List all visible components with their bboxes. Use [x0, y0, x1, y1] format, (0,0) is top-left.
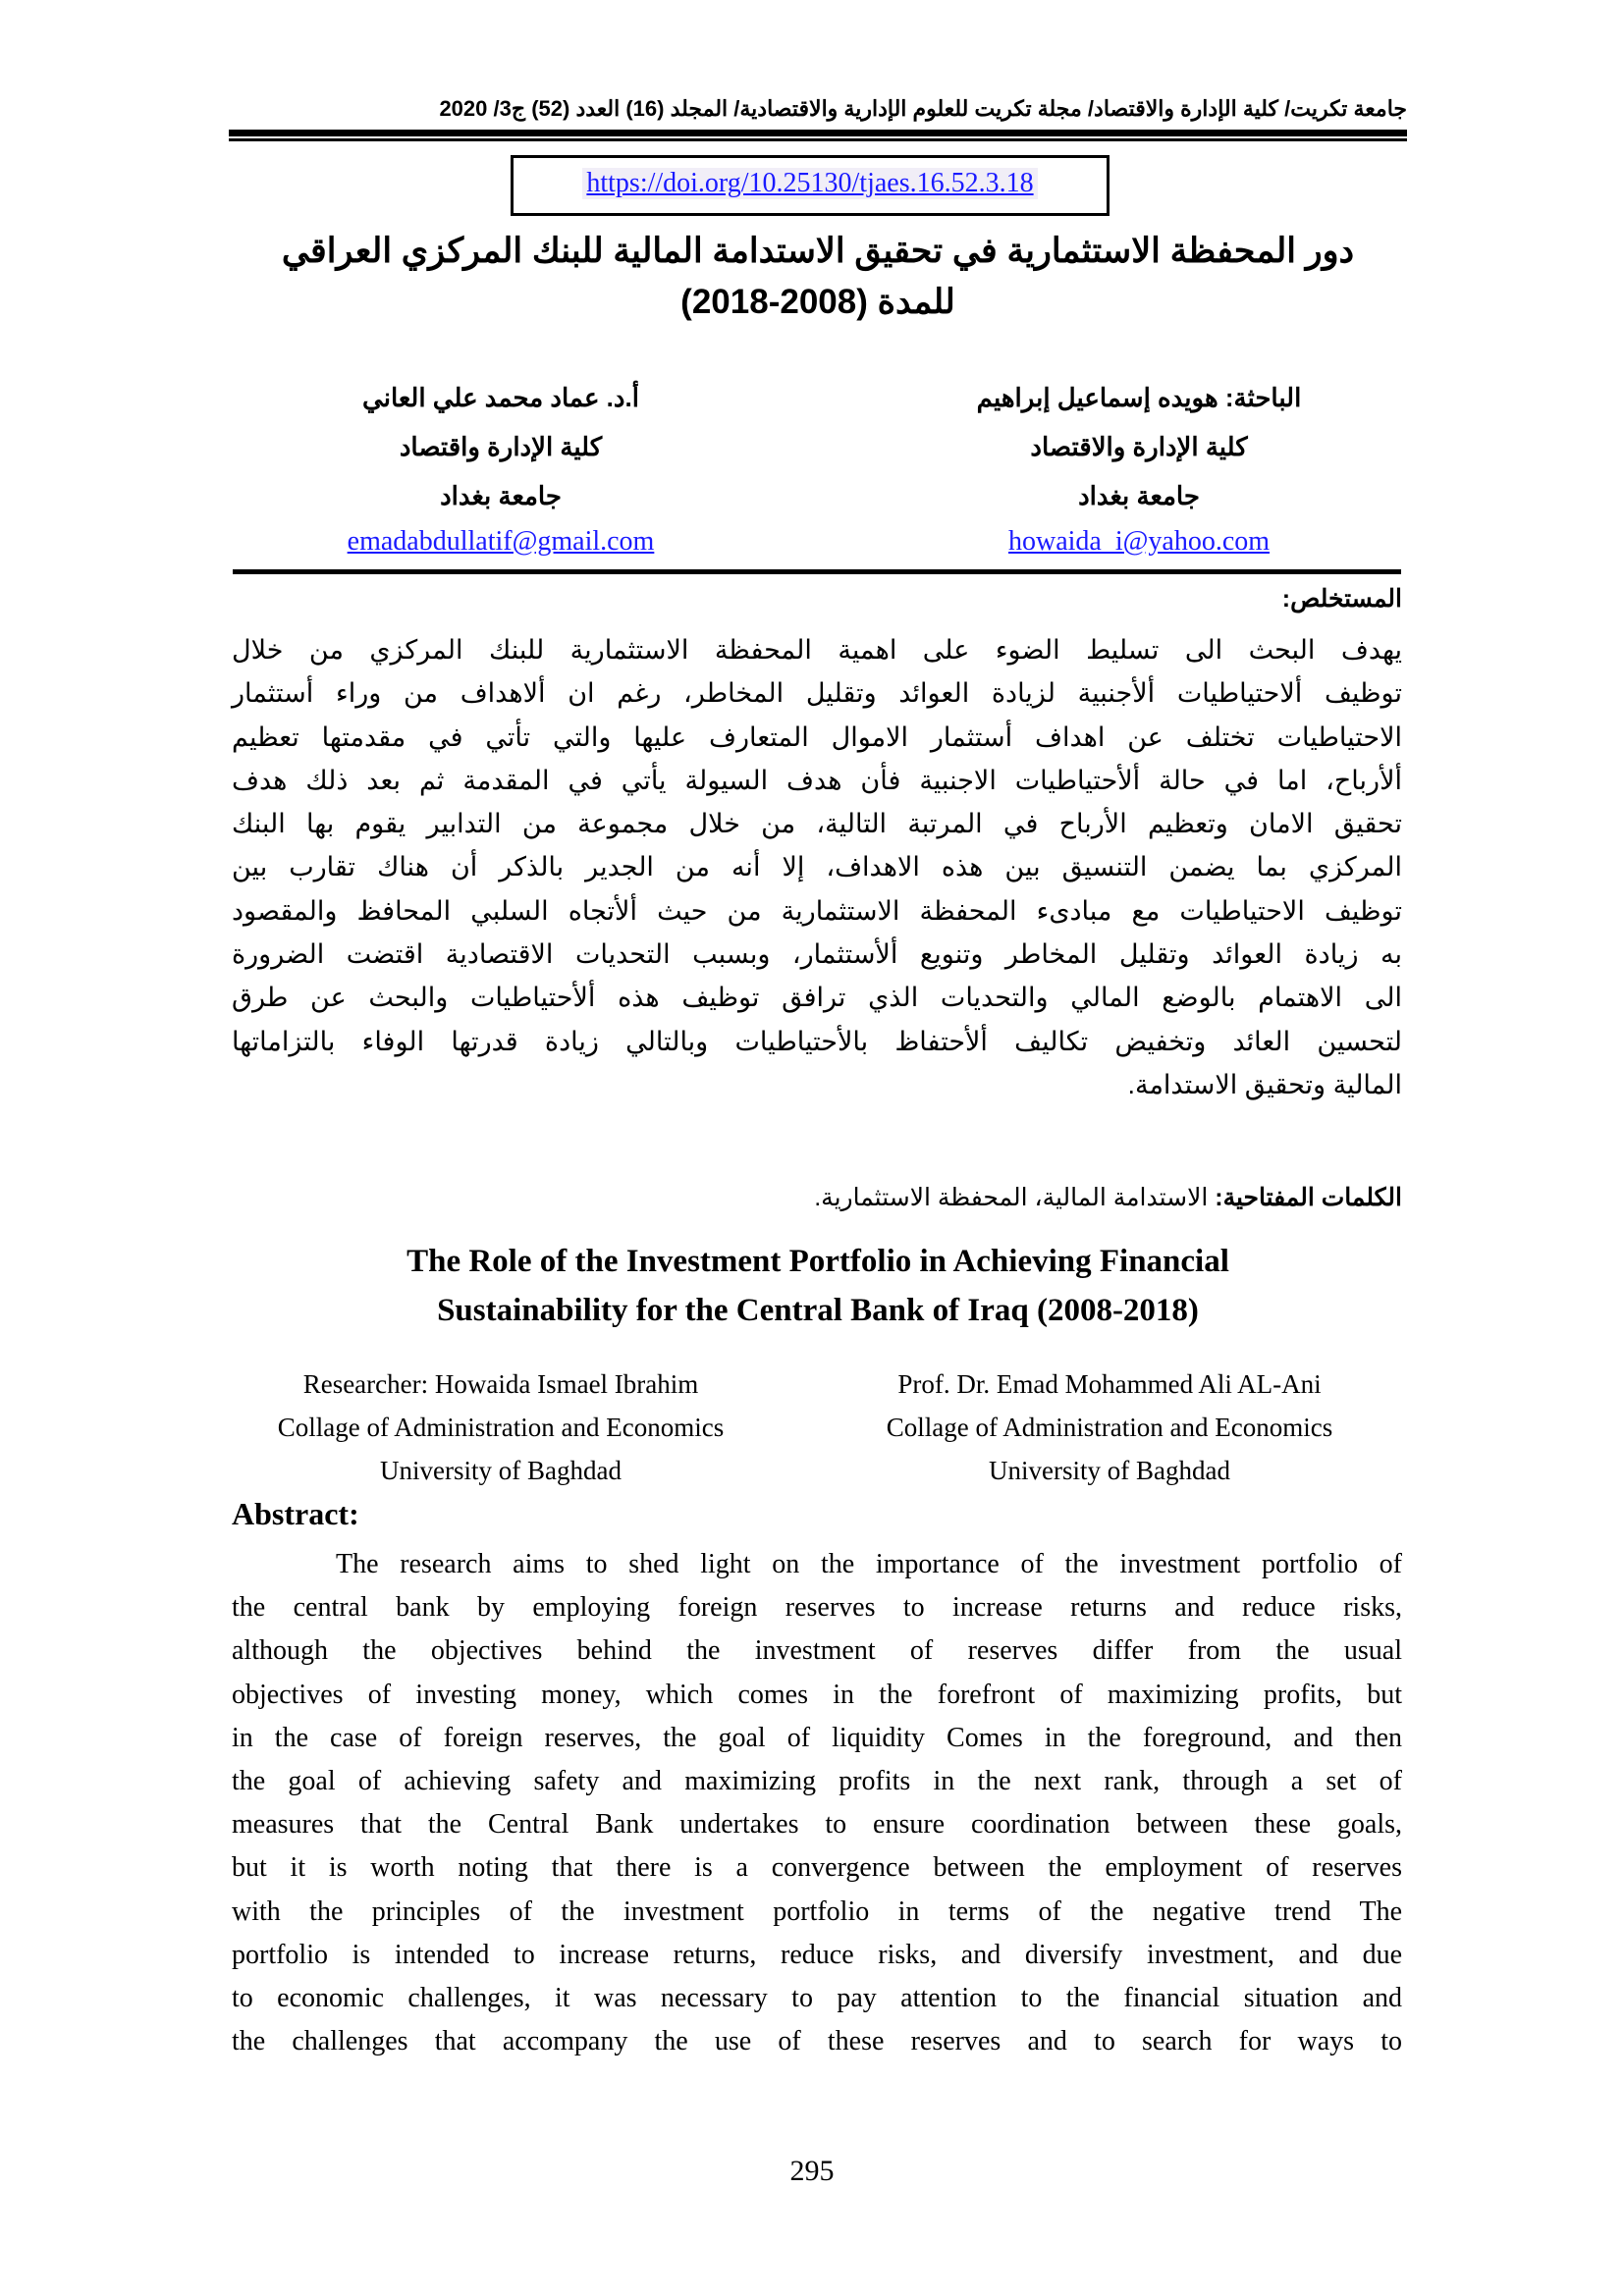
- page-number: 295: [789, 2155, 835, 2187]
- author-college: Collage of Administration and Economics: [886, 1413, 1333, 1442]
- keywords-value: الاستدامة المالية، المحفظة الاستثمارية.: [814, 1184, 1209, 1211]
- abstract-line: توظيف الاحتياطيات مع مبادىء المحفظة الاستثمارية من حيث ألأتجاه السلبي المحافظ والمقصود: [232, 895, 1402, 926]
- english-author-1: [236, 1362, 766, 1492]
- abstract-line: تحقيق الامان وتعظيم الأرباح في المرتبة التالية، من خلال مجموعة من التدابير يقوم بها البنك: [232, 809, 1402, 839]
- abstract-line: in the case of foreign reserves, the goal of liquidity Comes in the foreground, and then: [232, 1722, 1402, 1753]
- author-name: الباحثة: هويده إسماعيل إبراهيم: [976, 383, 1302, 412]
- author-name: Prof. Dr. Emad Mohammed Ali AL-Ani: [897, 1369, 1322, 1399]
- author-college: كلية الإدارة والاقتصاد: [1030, 432, 1248, 461]
- abstract-line: به زيادة العوائد وتقليل المخاطر وتنويع ألأستثمار، وبسبب التحديات الاقتصادية اقتضت الضرورة: [232, 939, 1402, 970]
- arabic-author-1: [884, 373, 1394, 563]
- abstract-line: The research aims to shed light on the importance of the investment portfolio of: [336, 1549, 1402, 1579]
- header-rule-thin: [229, 138, 1407, 141]
- abstract-line: لتحسين العائد وتخفيض تكاليف ألأحتفاظ بالأحتياطيات وبالتالي زيادة قدرتها الوفاء بالتزاماتها: [232, 1026, 1402, 1056]
- doi-link[interactable]: https://doi.org/10.25130/tjaes.16.52.3.18: [582, 168, 1037, 199]
- author-college: Collage of Administration and Economics: [277, 1413, 725, 1442]
- arabic-author-2: [245, 373, 756, 563]
- abstract-line: يهدف البحث الى تسليط الضوء على اهمية المحفظة الاستثمارية للبنك المركزي من خلال: [232, 635, 1402, 665]
- abstract-line: الى الاهتمام بالوضع المالي والتحديات الذي ترافق توظيف هذه ألأحتياطيات والبحث عن طرق: [232, 983, 1402, 1013]
- doi-box: [511, 155, 1110, 216]
- abstract-line: the central bank by employing foreign reserves to increase returns and reduce risks,: [232, 1592, 1402, 1624]
- abstract-line: measures that the Central Bank undertakes to ensure coordination between these goals,: [232, 1809, 1402, 1841]
- abstract-line: المركزي بما يضمن التنسيق بين هذه الاهداف، إلا أنه من الجدير بالذكر أن هناك تقارب بين: [232, 852, 1402, 882]
- author-email-link[interactable]: howaida_i@yahoo.com: [1007, 526, 1271, 557]
- arabic-title: [229, 226, 1407, 328]
- english-title-line-1: The Role of the Investment Portfolio in Achieving Financial: [406, 1244, 1229, 1279]
- journal-header: جامعة تكريت/ كلية الإدارة والاقتصاد/ مجلة تكريت للعلوم الإدارية والاقتصادية/ المجلد (16) العدد (52) ج3/ 2020: [439, 96, 1407, 121]
- author-university: University of Baghdad: [989, 1456, 1230, 1485]
- header-rule-thick: [229, 130, 1407, 136]
- arabic-abstract-body: [232, 628, 1402, 1106]
- abstract-line: objectives of investing money, which comes in the forefront of maximizing profits, but: [232, 1679, 1402, 1710]
- english-author-2: [844, 1362, 1375, 1492]
- abstract-line: ألأرباح، اما في حالة ألأحتياطيات الاجنبية فأن هدف السيولة يأتي في المقدمة ثم بعد ذلك هدف: [232, 765, 1402, 795]
- arabic-keywords: [229, 1178, 1402, 1217]
- arabic-title-line-1: دور المحفظة الاستثمارية في تحقيق الاستدامة المالية للبنك المركزي العراقي: [281, 232, 1355, 270]
- abstract-line: portfolio is intended to increase returns, reduce risks, and diversify investment, and due: [232, 1939, 1402, 1970]
- author-name: Researcher: Howaida Ismael Ibrahim: [302, 1369, 699, 1399]
- author-college: كلية الإدارة واقتصاد: [399, 432, 603, 461]
- abstract-line: to economic challenges, it was necessary to pay attention to the financial situation and: [232, 1983, 1402, 2014]
- english-abstract-heading: Abstract:: [232, 1496, 359, 1531]
- abstract-line: توظيف ألاحتياطيات ألأجنبية لزيادة العوائد وتقليل المخاطر، رغم ان ألاهداف من وراء أستثمار: [232, 678, 1402, 709]
- abstract-line: the goal of achieving safety and maximizing profits in the next rank, through a set of: [232, 1766, 1402, 1797]
- author-university: University of Baghdad: [380, 1456, 622, 1485]
- author-university: جامعة بغداد: [440, 481, 562, 510]
- english-title: [229, 1237, 1407, 1335]
- author-university: جامعة بغداد: [1078, 481, 1200, 510]
- arabic-abstract-heading: المستخلص:: [1281, 585, 1402, 613]
- section-divider: [233, 569, 1401, 574]
- author-name: أ.د. عماد محمد علي العاني: [362, 383, 639, 412]
- abstract-line: المالية وتحقيق الاستدامة.: [1127, 1069, 1402, 1099]
- english-title-line-2: Sustainability for the Central Bank of Iraq (2008-2018): [437, 1293, 1199, 1328]
- abstract-line: although the objectives behind the investment of reserves differ from the usual: [232, 1635, 1402, 1667]
- english-abstract-body: [232, 1543, 1402, 2063]
- arabic-title-line-2: للمدة (2008-2018): [680, 283, 955, 321]
- abstract-line: with the principles of the investment portfolio in terms of the negative trend The: [232, 1896, 1402, 1927]
- abstract-line: but it is worth noting that there is a convergence between the employment of reserves: [232, 1852, 1402, 1884]
- keywords-label: الكلمات المفتاحية:: [1215, 1184, 1402, 1211]
- abstract-line: الاحتياطيات تختلف عن اهداف أستثمار الاموال المتعارف عليها والتي تأتي في مقدمتها تعظيم: [232, 721, 1402, 752]
- author-email-link[interactable]: emadabdullatif@gmail.com: [347, 526, 655, 557]
- abstract-line: the challenges that accompany the use of these reserves and to search for ways to: [232, 2026, 1402, 2057]
